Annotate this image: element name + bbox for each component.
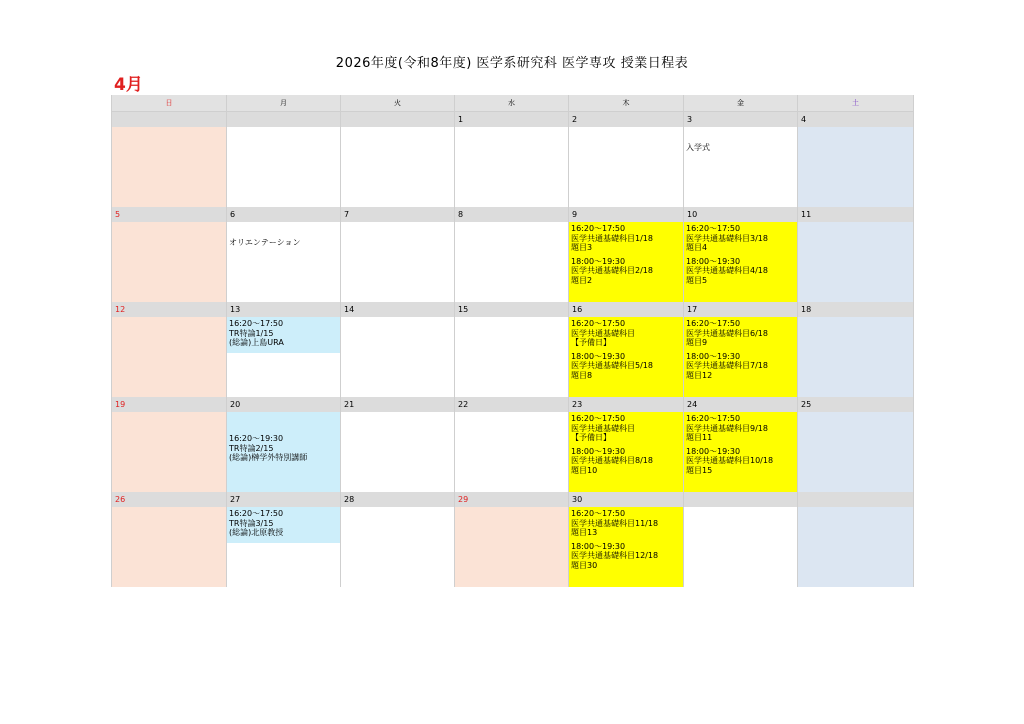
tr-lecture-slot: 16:20～19:30 TR特論2/15 (総論)榊学外特別講師 <box>227 412 340 492</box>
day-cell <box>112 507 227 587</box>
day-cell-holiday <box>455 507 569 587</box>
day-cell <box>798 507 914 587</box>
weekday-header-tue: 火 <box>341 95 455 112</box>
day-number: 6 <box>227 207 341 222</box>
day-cell <box>569 507 684 587</box>
day-number: 13 <box>227 302 341 317</box>
day-number: 10 <box>684 207 798 222</box>
lecture-slot: 18:00～19:30 医学共通基礎科目7/18 題目12 <box>686 351 768 380</box>
day-cell <box>112 222 227 302</box>
day-cell <box>684 507 798 587</box>
day-cell <box>455 222 569 302</box>
day-cell <box>798 412 914 492</box>
lecture-slot: 18:00～19:30 医学共通基礎科目8/18 題目10 <box>571 446 653 475</box>
day-number: 22 <box>455 397 569 412</box>
lecture-slot: 18:00～19:30 医学共通基礎科目10/18 題目15 <box>686 446 774 475</box>
day-number: 18 <box>798 302 914 317</box>
lecture-slot: 18:00～19:30 医学共通基礎科目5/18 題目8 <box>571 351 653 380</box>
weekday-header-wed: 水 <box>455 95 569 112</box>
day-cell <box>227 317 341 397</box>
day-cell <box>569 412 684 492</box>
tr-lecture-slot: 16:20～17:50 TR特論3/15 (総論)北原教授 <box>227 507 340 543</box>
day-number <box>112 112 227 127</box>
day-number: 7 <box>341 207 455 222</box>
lecture-slot: 18:00～19:30 医学共通基礎科目4/18 題目5 <box>686 256 768 285</box>
day-number: 21 <box>341 397 455 412</box>
day-cell <box>798 317 914 397</box>
page-title: 2026年度(令和8年度) 医学系研究科 医学専攻 授業日程表 <box>335 56 689 71</box>
weekday-header-mon: 月 <box>227 95 341 112</box>
day-number: 19 <box>112 397 227 412</box>
weekday-header-sun: 日 <box>112 95 227 112</box>
day-number: 5 <box>112 207 227 222</box>
day-number: 12 <box>112 302 227 317</box>
day-cell <box>569 317 684 397</box>
day-cell <box>684 317 798 397</box>
day-number: 16 <box>569 302 684 317</box>
day-cell <box>227 412 341 492</box>
day-number: 9 <box>569 207 684 222</box>
day-number <box>684 492 798 507</box>
day-cell <box>227 127 341 207</box>
day-number <box>798 492 914 507</box>
weekday-header-sat: 土 <box>798 95 914 112</box>
lecture-slot: 16:20～17:50 医学共通基礎科目 【予備日】 <box>571 414 635 442</box>
day-number <box>341 112 455 127</box>
day-cell <box>341 507 455 587</box>
day-cell <box>455 127 569 207</box>
day-cell <box>112 317 227 397</box>
day-cell <box>227 507 341 587</box>
lecture-slot: 16:20～17:50 医学共通基礎科目1/18 題目3 <box>571 224 653 252</box>
day-cell <box>112 412 227 492</box>
day-number: 8 <box>455 207 569 222</box>
day-cell <box>341 412 455 492</box>
day-cell <box>341 222 455 302</box>
lecture-slot: 16:20～17:50 医学共通基礎科目 【予備日】 <box>571 319 635 347</box>
day-cell <box>798 222 914 302</box>
day-cell <box>569 127 684 207</box>
lecture-slot: 18:00～19:30 医学共通基礎科目12/18 題目30 <box>571 541 659 570</box>
day-cell <box>798 127 914 207</box>
day-cell <box>341 317 455 397</box>
calendar-grid <box>111 95 914 587</box>
day-cell <box>569 222 684 302</box>
lecture-slot: 16:20～17:50 医学共通基礎科目11/18 題目13 <box>571 509 659 537</box>
day-cell <box>112 127 227 207</box>
day-number: 27 <box>227 492 341 507</box>
day-cell <box>455 317 569 397</box>
day-number: 17 <box>684 302 798 317</box>
day-number: 24 <box>684 397 798 412</box>
day-cell <box>684 127 798 207</box>
day-cell <box>341 127 455 207</box>
event-orientation: オリエンテーション <box>229 238 301 247</box>
day-number: 11 <box>798 207 914 222</box>
weekday-header-fri: 金 <box>684 95 798 112</box>
lecture-slot: 18:00～19:30 医学共通基礎科目2/18 題目2 <box>571 256 653 285</box>
day-number: 29 <box>455 492 569 507</box>
day-number: 20 <box>227 397 341 412</box>
day-number: 1 <box>455 112 569 127</box>
day-number <box>227 112 341 127</box>
tr-lecture-slot: 16:20～17:50 TR特論1/15 (総論)上島URA <box>227 317 340 353</box>
month-label: 4月 <box>114 75 143 95</box>
day-number: 25 <box>798 397 914 412</box>
day-cell <box>455 412 569 492</box>
weekday-header-thu: 木 <box>569 95 684 112</box>
day-number: 28 <box>341 492 455 507</box>
day-number: 23 <box>569 397 684 412</box>
day-number: 15 <box>455 302 569 317</box>
day-cell <box>684 412 798 492</box>
day-number: 26 <box>112 492 227 507</box>
day-number: 14 <box>341 302 455 317</box>
day-number: 3 <box>684 112 798 127</box>
day-cell <box>227 222 341 302</box>
day-cell <box>684 222 798 302</box>
day-number: 30 <box>569 492 684 507</box>
day-number: 4 <box>798 112 914 127</box>
day-number: 2 <box>569 112 684 127</box>
lecture-slot: 16:20～17:50 医学共通基礎科目6/18 題目9 <box>686 319 768 347</box>
lecture-slot: 16:20～17:50 医学共通基礎科目3/18 題目4 <box>686 224 768 252</box>
lecture-slot: 16:20～17:50 医学共通基礎科目9/18 題目11 <box>686 414 768 442</box>
event-entrance-ceremony: 入学式 <box>686 143 710 152</box>
